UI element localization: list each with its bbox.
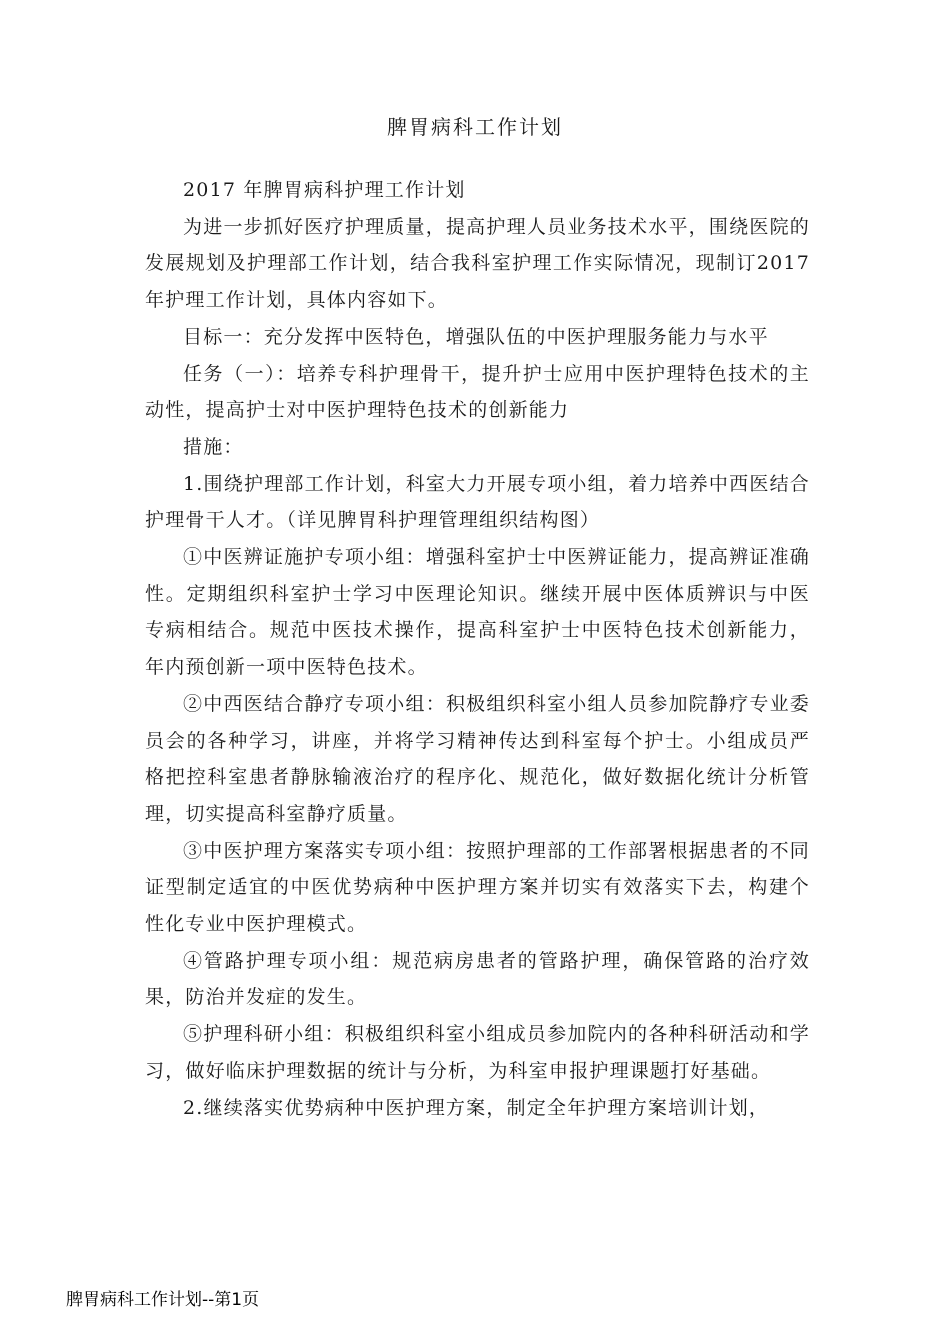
group-4-paragraph: ④管路护理专项小组：规范病房患者的管路护理，确保管路的治疗效果，防治并发症的发生。 xyxy=(145,949,810,1009)
measure-1-paragraph: 1.围绕护理部工作计划，科室大力开展专项小组，着力培养中西医结合护理骨干人才。（详见脾胃科护理管理组织结构图） xyxy=(145,472,810,532)
group-5-paragraph: ⑤护理科研小组：积极组织科室小组成员参加院内的各种科研活动和学习，做好临床护理数据的统计与分析，为科室申报护理课题打好基础。 xyxy=(145,1023,810,1082)
group-3-paragraph: ③中医护理方案落实专项小组：按照护理部的工作部署根据患者的不同证型制定适宜的中医优势病种中医护理方案并切实有效落实下去，构建个性化专业中医护理模式。 xyxy=(145,839,810,936)
task-paragraph: 任务（一）：培养专科护理骨干，提升护士应用中医护理特色技术的主动性，提高护士对中医护理特色技术的创新能力 xyxy=(145,362,810,422)
group-2-paragraph: ②中西医结合静疗专项小组：积极组织科室小组人员参加院静疗专业委员会的各种学习，讲座，并将学习精神传达到科室每个护士。小组成员严格把控科室患者静脉输液治疗的程序化、规范化，做好数据化统计分析管理，切实提高科室静疗质量。 xyxy=(145,692,810,825)
measure-2-paragraph: 2.继续落实优势病种中医护理方案，制定全年护理方案培训计划， xyxy=(183,1096,770,1119)
intro-paragraph: 为进一步抓好医疗护理质量，提高护理人员业务技术水平，围绕医院的发展规划及护理部工作计划，结合我科室护理工作实际情况，现制订2017 年护理工作计划，具体内容如下。 xyxy=(145,215,810,312)
document-title: 脾胃病科工作计划 xyxy=(387,115,563,139)
measures-heading: 措施： xyxy=(183,435,244,458)
goal-paragraph: 目标一：充分发挥中医特色，增强队伍的中医护理服务能力与水平 xyxy=(183,325,769,348)
subtitle-paragraph: 2017 年脾胃病科护理工作计划 xyxy=(183,179,466,201)
document-body xyxy=(145,172,810,1126)
group-1-paragraph: ①中医辨证施护专项小组：增强科室护士中医辨证能力，提高辨证准确性。定期组织科室护士学习中医理论知识。继续开展中医体质辨识与中医专病相结合。规范中医技术操作，提高科室护士中医特色技术创新能力，年内预创新一项中医特色技术。 xyxy=(145,546,810,679)
page-footer: 脾胃病科工作计划--第1页 xyxy=(66,1290,260,1310)
